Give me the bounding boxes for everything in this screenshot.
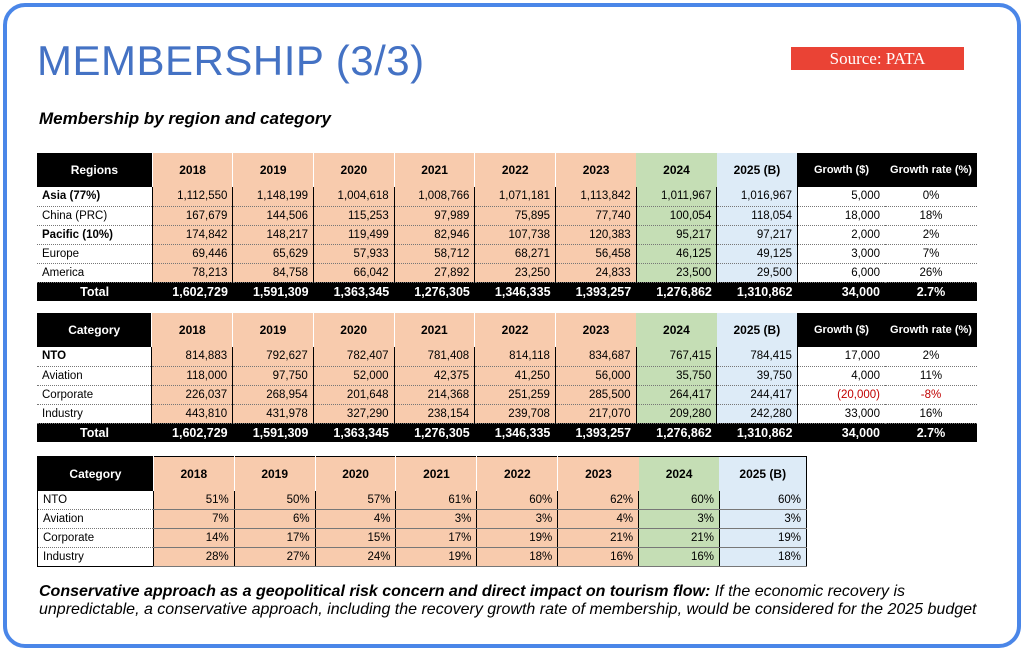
value-cell: 60% [639,491,720,510]
header-row [37,313,977,347]
value-cell: 14% [153,529,234,548]
value-cell: 238,154 [394,404,475,423]
row-label: Europe [37,244,152,263]
column-header: 2025 (B) [717,153,798,187]
category-share-table [37,456,807,567]
value-cell: 57% [315,491,396,510]
value-cell: 443,810 [152,404,233,423]
value-cell: 1,148,199 [233,187,314,206]
total-rate: 2.7% [885,423,977,442]
column-header: Category [37,313,152,347]
column-header: 2025 (B) [719,457,806,491]
value-cell: 75,895 [475,206,556,225]
column-header: 2023 [558,457,639,491]
table-row [37,263,977,282]
value-cell: 167,679 [152,206,233,225]
value-cell: 82,946 [394,225,475,244]
value-cell: 119,499 [314,225,395,244]
value-cell: 4% [315,510,396,529]
value-cell: 42,375 [394,366,475,385]
value-cell: 767,415 [636,347,717,366]
value-cell: 28% [153,548,234,567]
value-cell: 21% [558,529,639,548]
value-cell: 264,417 [636,385,717,404]
table-row [37,206,977,225]
column-header: 2019 [233,153,314,187]
value-cell: 39,750 [717,366,798,385]
column-header: Growth rate (%) [885,313,977,347]
value-cell: 107,738 [475,225,556,244]
value-cell: 19% [396,548,477,567]
value-cell: 1,004,618 [314,187,395,206]
row-label: Pacific (10%) [37,225,152,244]
total-value: 1,591,309 [233,423,314,442]
slide-frame [3,3,1021,648]
value-cell: 217,070 [555,404,636,423]
category-table [37,313,977,442]
growth-rate-cell: -8% [885,385,977,404]
table-row [37,404,977,423]
value-cell: 23,250 [475,263,556,282]
total-row [37,282,977,301]
table-row [38,548,807,567]
table-row [38,491,807,510]
growth-rate-cell: 26% [885,263,977,282]
column-header: 2021 [394,153,475,187]
table-row [37,366,977,385]
growth-cell: 33,000 [797,404,885,423]
value-cell: 100,054 [636,206,717,225]
growth-cell: 6,000 [798,263,886,282]
value-cell: 56,000 [555,366,636,385]
table-row [38,529,807,548]
total-value: 1,591,309 [233,282,314,301]
total-value: 1,602,729 [152,282,233,301]
table-row [37,225,977,244]
total-value: 1,602,729 [152,423,233,442]
total-value: 1,363,345 [314,282,395,301]
value-cell: 95,217 [636,225,717,244]
column-header: 2024 [639,457,720,491]
growth-rate-cell: 0% [885,187,977,206]
value-cell: 15% [315,529,396,548]
value-cell: 4% [558,510,639,529]
value-cell: 1,016,967 [717,187,798,206]
conclusion-body: If the economic recovery is unpredictable, a conservative approach, including the recovery growth rate of membership, would be considered for the 2025 budget [39,583,977,618]
column-header: 2019 [233,313,314,347]
column-header: Growth ($) [798,153,886,187]
growth-cell: 2,000 [798,225,886,244]
row-label: Industry [37,404,152,423]
total-value: 1,393,257 [555,423,636,442]
value-cell: 57,933 [314,244,395,263]
row-label: America [37,263,152,282]
total-value: 1,346,335 [475,423,556,442]
conclusion-text [39,583,989,619]
value-cell: 3% [477,510,558,529]
row-label: Corporate [37,385,152,404]
value-cell: 21% [639,529,720,548]
value-cell: 77,740 [556,206,637,225]
row-label: Aviation [38,510,154,529]
value-cell: 209,280 [636,404,717,423]
value-cell: 814,118 [475,347,556,366]
value-cell: 792,627 [233,347,314,366]
value-cell: 97,750 [233,366,314,385]
value-cell: 51% [153,491,234,510]
value-cell: 1,112,550 [152,187,233,206]
value-cell: 18% [719,548,806,567]
value-cell: 35,750 [636,366,717,385]
growth-rate-cell: 18% [885,206,977,225]
total-row [37,423,977,442]
value-cell: 61% [396,491,477,510]
growth-rate-cell: 7% [885,244,977,263]
total-label: Total [37,423,152,442]
total-value: 1,276,305 [394,282,475,301]
total-value: 1,346,335 [475,282,556,301]
value-cell: 6% [234,510,315,529]
value-cell: 1,113,842 [556,187,637,206]
value-cell: 784,415 [717,347,798,366]
row-label: China (PRC) [37,206,152,225]
row-label: NTO [37,347,152,366]
total-value: 1,393,257 [556,282,637,301]
column-header: 2024 [636,313,717,347]
column-header: 2022 [475,313,556,347]
value-cell: 78,213 [152,263,233,282]
row-label: Corporate [38,529,154,548]
column-header: 2023 [555,313,636,347]
value-cell: 60% [477,491,558,510]
value-cell: 144,506 [233,206,314,225]
growth-cell: (20,000) [797,385,885,404]
table-row [37,244,977,263]
growth-cell: 3,000 [798,244,886,263]
value-cell: 214,368 [394,385,475,404]
table-row [37,187,977,206]
value-cell: 18% [477,548,558,567]
table-row [37,347,977,366]
value-cell: 285,500 [555,385,636,404]
value-cell: 97,989 [394,206,475,225]
value-cell: 17% [396,529,477,548]
page-title: MEMBERSHIP (3/3) [37,37,425,84]
value-cell: 68,271 [475,244,556,263]
value-cell: 251,259 [475,385,556,404]
value-cell: 19% [719,529,806,548]
value-cell: 65,629 [233,244,314,263]
row-label: Aviation [37,366,152,385]
total-value: 1,276,305 [394,423,475,442]
header-row [38,457,807,491]
growth-rate-cell: 2% [885,347,977,366]
value-cell: 1,071,181 [475,187,556,206]
value-cell: 781,408 [394,347,475,366]
column-header: 2022 [475,153,556,187]
value-cell: 782,407 [313,347,394,366]
value-cell: 52,000 [313,366,394,385]
total-rate: 2.7% [885,282,977,301]
column-header: Category [38,457,154,491]
value-cell: 49,125 [717,244,798,263]
column-header: 2021 [394,313,475,347]
value-cell: 50% [234,491,315,510]
value-cell: 834,687 [555,347,636,366]
value-cell: 29,500 [717,263,798,282]
column-header: Regions [37,153,152,187]
value-cell: 60% [719,491,806,510]
column-header: Growth rate (%) [885,153,977,187]
regions-table [37,153,977,301]
total-growth: 34,000 [797,423,885,442]
column-header: 2018 [153,457,234,491]
source-badge: Source: PATA [791,47,964,70]
column-header: 2021 [396,457,477,491]
value-cell: 16% [639,548,720,567]
column-header: 2020 [313,313,394,347]
value-cell: 1,011,967 [636,187,717,206]
value-cell: 244,417 [717,385,798,404]
column-header: 2018 [152,153,233,187]
value-cell: 3% [719,510,806,529]
value-cell: 7% [153,510,234,529]
value-cell: 115,253 [314,206,395,225]
column-header: 2025 (B) [717,313,798,347]
value-cell: 24,833 [556,263,637,282]
total-label: Total [37,282,152,301]
total-value: 1,310,862 [717,282,798,301]
value-cell: 84,758 [233,263,314,282]
value-cell: 27,892 [394,263,475,282]
value-cell: 431,978 [233,404,314,423]
table-row [38,510,807,529]
value-cell: 1,008,766 [394,187,475,206]
value-cell: 24% [315,548,396,567]
growth-cell: 18,000 [798,206,886,225]
value-cell: 327,290 [313,404,394,423]
column-header: 2018 [152,313,233,347]
growth-cell: 17,000 [797,347,885,366]
value-cell: 62% [558,491,639,510]
column-header: 2020 [314,153,395,187]
section-subtitle: Membership by region and category [39,109,331,128]
value-cell: 19% [477,529,558,548]
table-row [37,385,977,404]
total-value: 1,310,862 [717,423,798,442]
value-cell: 120,383 [556,225,637,244]
column-header: 2023 [556,153,637,187]
growth-cell: 5,000 [798,187,886,206]
value-cell: 23,500 [636,263,717,282]
column-header: Growth ($) [797,313,885,347]
value-cell: 174,842 [152,225,233,244]
value-cell: 3% [639,510,720,529]
value-cell: 97,217 [717,225,798,244]
row-label: NTO [38,491,154,510]
value-cell: 69,446 [152,244,233,263]
column-header: 2022 [477,457,558,491]
value-cell: 56,458 [556,244,637,263]
value-cell: 201,648 [313,385,394,404]
value-cell: 814,883 [152,347,233,366]
value-cell: 17% [234,529,315,548]
header-row [37,153,977,187]
column-header: 2020 [315,457,396,491]
value-cell: 16% [558,548,639,567]
value-cell: 226,037 [152,385,233,404]
value-cell: 239,708 [475,404,556,423]
value-cell: 242,280 [717,404,798,423]
value-cell: 148,217 [233,225,314,244]
total-value: 1,363,345 [313,423,394,442]
growth-rate-cell: 2% [885,225,977,244]
growth-rate-cell: 16% [885,404,977,423]
column-header: 2024 [636,153,717,187]
value-cell: 118,054 [717,206,798,225]
total-growth: 34,000 [798,282,886,301]
value-cell: 3% [396,510,477,529]
column-header: 2019 [234,457,315,491]
row-label: Asia (77%) [37,187,152,206]
value-cell: 27% [234,548,315,567]
value-cell: 41,250 [475,366,556,385]
value-cell: 58,712 [394,244,475,263]
value-cell: 46,125 [636,244,717,263]
row-label: Industry [38,548,154,567]
value-cell: 268,954 [233,385,314,404]
growth-cell: 4,000 [797,366,885,385]
value-cell: 66,042 [314,263,395,282]
conclusion-heading: Conservative approach as a geopolitical risk concern and direct impact on tourism flow: [39,583,711,600]
growth-rate-cell: 11% [885,366,977,385]
total-value: 1,276,862 [636,423,717,442]
total-value: 1,276,862 [636,282,717,301]
value-cell: 118,000 [152,366,233,385]
